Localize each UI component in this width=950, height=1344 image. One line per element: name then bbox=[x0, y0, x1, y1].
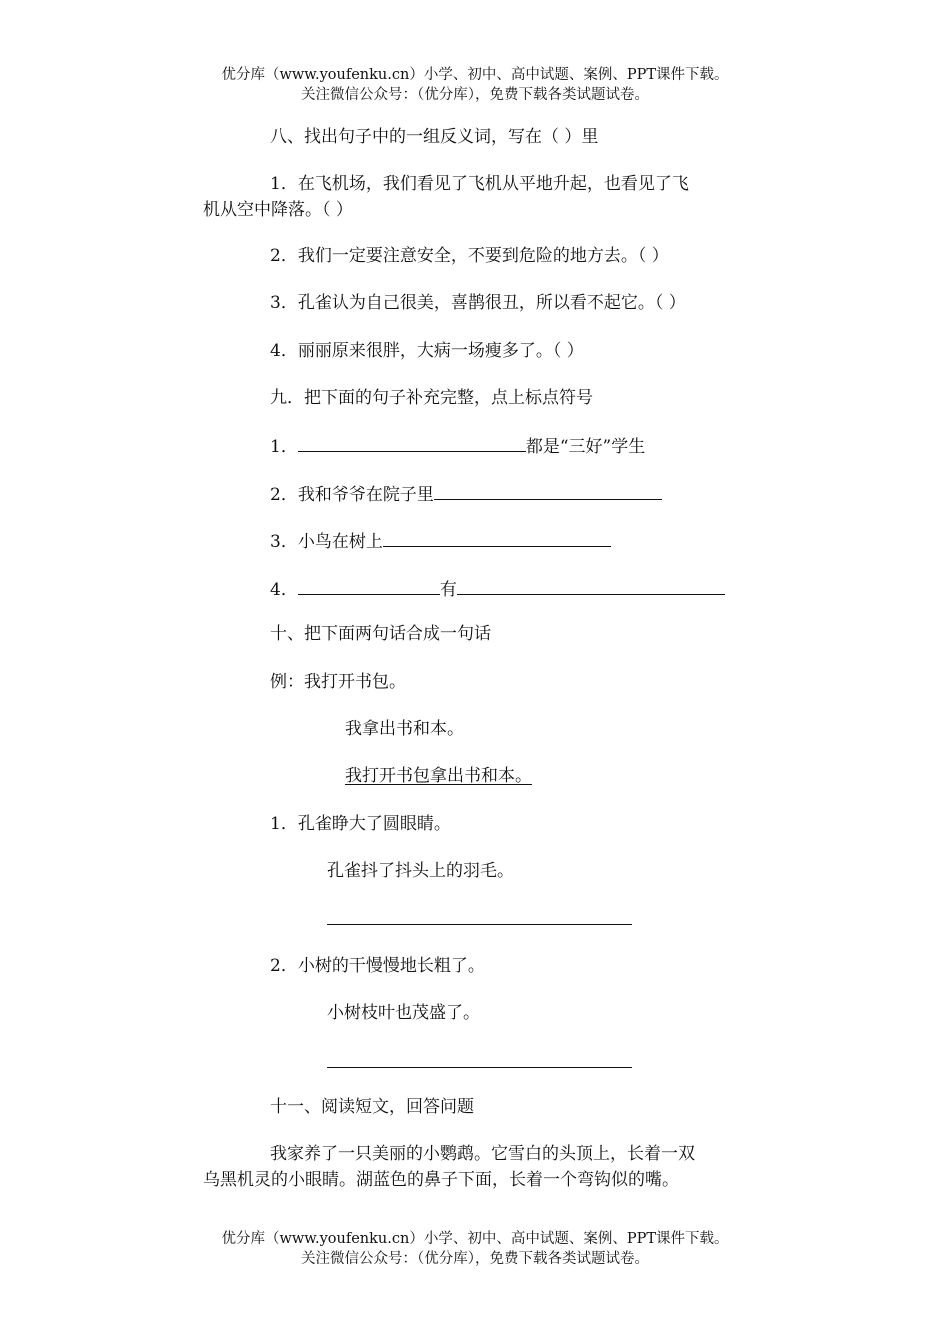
section-11-paragraph-line1: 我家养了一只美丽的小鹦鹉。它雪白的头顶上，长着一双 bbox=[270, 1144, 695, 1164]
section-8-q2: 2．我们一定要注意安全，不要到危险的地方去。（ ） bbox=[270, 246, 669, 266]
section-11-title: 十一、阅读短文，回答问题 bbox=[270, 1097, 474, 1117]
section-9-q4-mid: 有 bbox=[439, 580, 457, 600]
section-9-q2 bbox=[270, 481, 662, 507]
section-9-title: 九．把下面的句子补充完整，点上标点符号 bbox=[270, 388, 593, 408]
section-10-example-line2: 我拿出书和本。 bbox=[345, 719, 464, 739]
section-9-q4 bbox=[270, 576, 725, 602]
section-8-q1-line1: 1．在飞机场，我们看见了飞机从平地升起，也看见了飞 bbox=[270, 174, 689, 194]
section-8-title: 八、找出句子中的一组反义词，写在（ ）里 bbox=[270, 127, 599, 147]
section-9-q1 bbox=[270, 433, 645, 459]
section-8-q3: 3．孔雀认为自己很美，喜鹊很丑，所以看不起它。（ ） bbox=[270, 293, 686, 313]
section-10-example-answer: 我打开书包拿出书和本。 bbox=[345, 766, 532, 786]
section-10-q2-line2: 小树枝叶也茂盛了。 bbox=[327, 1003, 480, 1023]
section-9-q2-text: 2．我和爷爷在院子里 bbox=[270, 485, 434, 505]
section-10-q1-line1: 1．孔雀睁大了圆眼睛。 bbox=[270, 814, 451, 834]
answer-line[interactable] bbox=[327, 924, 632, 925]
section-10-q2-line1: 2．小树的干慢慢地长粗了。 bbox=[270, 956, 485, 976]
answer-blank[interactable] bbox=[383, 528, 611, 547]
page-header-line2: 关注微信公众号：（优分库），免费下载各类试题试卷。 bbox=[301, 87, 649, 103]
page-header-line1: 优分库（www.youfenku.cn）小学、初中、高中试题、案例、PPT课件下载。 bbox=[221, 67, 729, 83]
section-9-q3 bbox=[270, 528, 611, 554]
section-10-title: 十、把下面两句话合成一句话 bbox=[270, 624, 491, 644]
section-9-q4-number: 4． bbox=[270, 580, 298, 600]
section-10-q1-line2: 孔雀抖了抖头上的羽毛。 bbox=[327, 861, 514, 881]
answer-line[interactable] bbox=[327, 1067, 632, 1068]
answer-blank[interactable] bbox=[298, 433, 526, 452]
section-8-q1-line2: 机从空中降落。（ ） bbox=[203, 200, 353, 220]
page-footer-line1: 优分库（www.youfenku.cn）小学、初中、高中试题、案例、PPT课件下载。 bbox=[221, 1231, 729, 1247]
section-11-paragraph-line2: 乌黑机灵的小眼睛。湖蓝色的鼻子下面，长着一个弯钩似的嘴。 bbox=[203, 1170, 679, 1190]
page-footer-line2: 关注微信公众号：（优分库），免费下载各类试题试卷。 bbox=[301, 1251, 649, 1267]
answer-blank[interactable] bbox=[457, 576, 725, 595]
answer-blank[interactable] bbox=[298, 576, 440, 595]
section-10-example-line1: 例：我打开书包。 bbox=[270, 672, 406, 692]
section-9-q3-text: 3．小鸟在树上 bbox=[270, 532, 383, 552]
answer-blank[interactable] bbox=[434, 481, 662, 500]
section-8-q4: 4．丽丽原来很胖，大病一场瘦多了。（ ） bbox=[270, 341, 584, 361]
section-9-q1-text: 都是“三好”学生 bbox=[525, 437, 646, 457]
section-9-q1-number: 1． bbox=[270, 437, 298, 457]
